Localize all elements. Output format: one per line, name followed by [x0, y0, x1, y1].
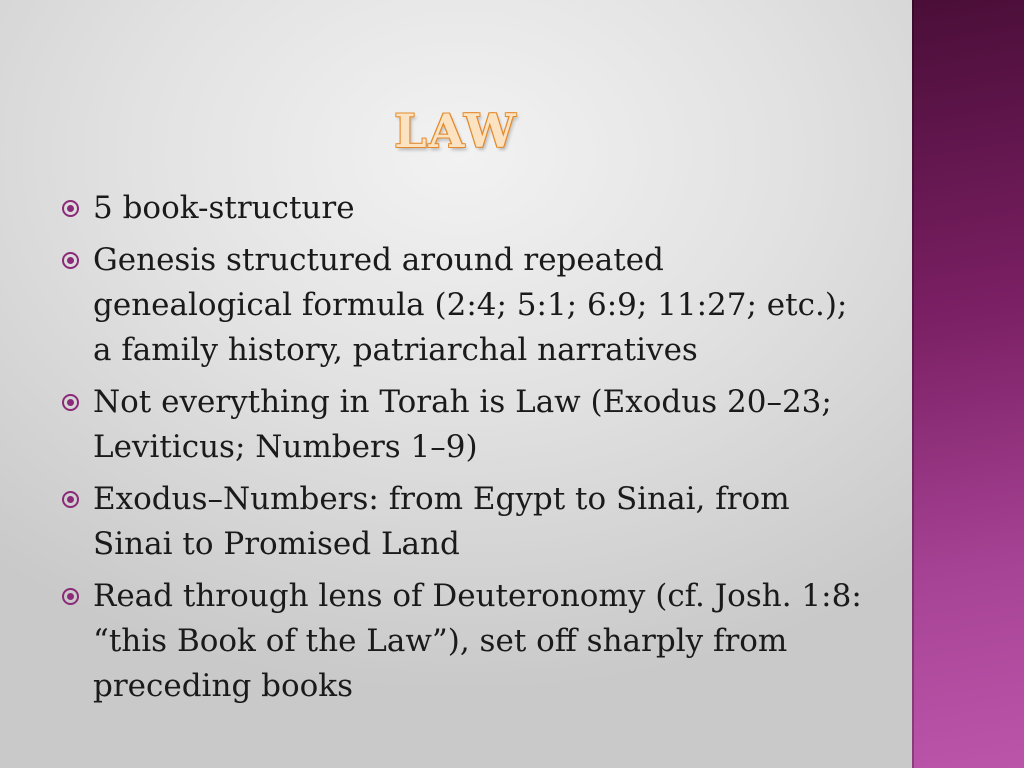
bullet-text: Read through lens of Deuteronomy (cf. Josh. 1:8: “this Book of the Law”), set off sharply from preceding books [93, 578, 862, 704]
bullet-item [62, 186, 862, 231]
slide-title: LAW [394, 104, 518, 158]
bullet-item [62, 380, 862, 470]
circle-bullet-icon [62, 588, 79, 605]
decorative-side-band [912, 0, 1024, 768]
bullet-item [62, 574, 862, 709]
bullet-text: 5 book-structure [93, 190, 355, 226]
circle-bullet-icon [62, 252, 79, 269]
bullet-text: Exodus–Numbers: from Egypt to Sinai, from Sinai to Promised Land [93, 481, 790, 562]
bullet-list [62, 186, 862, 716]
bullet-item [62, 238, 862, 373]
bullet-text: Not everything in Torah is Law (Exodus 20–23; Leviticus; Numbers 1–9) [93, 384, 832, 465]
bullet-item [62, 477, 862, 567]
circle-bullet-icon [62, 394, 79, 411]
bullet-text: Genesis structured around repeated genealogical formula (2:4; 5:1; 6:9; 11:27; etc.); a family history, patriarchal narratives [93, 242, 848, 368]
circle-bullet-icon [62, 200, 79, 217]
circle-bullet-icon [62, 491, 79, 508]
